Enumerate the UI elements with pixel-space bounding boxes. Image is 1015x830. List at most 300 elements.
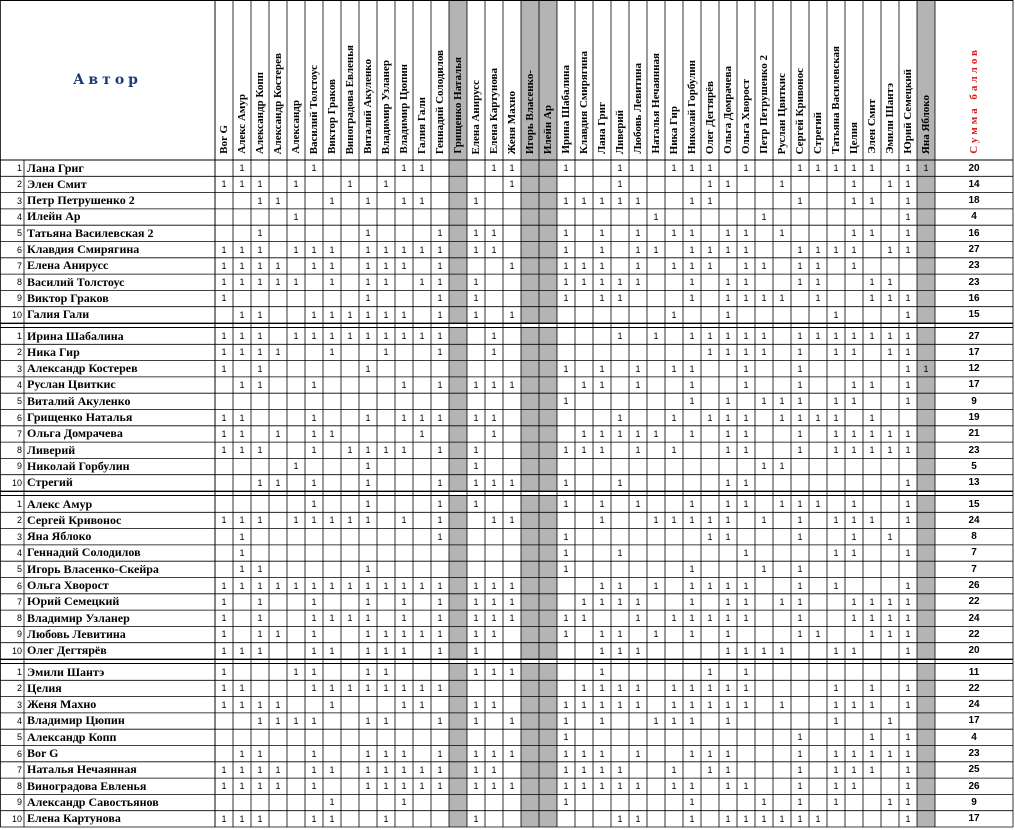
column-header	[827, 4, 845, 154]
vote-mark: 1	[581, 683, 587, 694]
vote-mark: 1	[725, 781, 731, 792]
vote-mark: 1	[743, 699, 749, 710]
vote-mark: 1	[275, 277, 281, 288]
vote-mark: 1	[689, 683, 695, 694]
column-header	[521, 4, 539, 154]
vote-mark: 1	[761, 564, 767, 575]
vote-mark: 1	[437, 477, 443, 488]
vote-mark: 1	[851, 347, 857, 358]
vote-mark: 1	[743, 228, 749, 239]
vote-mark: 1	[311, 260, 317, 271]
vote-mark: 1	[671, 228, 677, 239]
vote-mark: 1	[743, 547, 749, 558]
vote-mark: 1	[635, 499, 641, 509]
vote-mark: 1	[797, 260, 803, 271]
row-number: 4	[16, 211, 22, 222]
vote-mark: 1	[275, 195, 281, 206]
vote-mark: 1	[779, 179, 785, 190]
vote-mark: 1	[653, 244, 659, 255]
vote-mark: 1	[725, 645, 731, 656]
vote-mark: 1	[617, 179, 623, 190]
vote-mark: 1	[239, 179, 245, 190]
score-sum: 20	[968, 645, 980, 657]
vote-mark: 1	[239, 428, 245, 439]
author-name: Николай Горбулин	[27, 458, 130, 473]
vote-mark: 1	[401, 379, 407, 390]
vote-mark: 1	[689, 613, 695, 624]
author-name: Илейн Ар	[27, 209, 81, 224]
author-name: Лана Григ	[27, 160, 84, 175]
vote-mark: 1	[707, 195, 713, 206]
vote-mark: 1	[365, 580, 371, 591]
vote-mark: 1	[635, 260, 641, 271]
vote-mark: 1	[509, 667, 515, 677]
vote-mark: 1	[743, 445, 749, 456]
vote-mark: 1	[563, 531, 569, 542]
vote-mark: 1	[725, 596, 731, 607]
vote-mark: 1	[257, 715, 263, 726]
vote-mark: 1	[671, 260, 677, 271]
vote-mark: 1	[311, 748, 317, 759]
author-name: Василий Толстоус	[27, 274, 125, 289]
vote-mark: 1	[257, 748, 263, 759]
vote-mark: 1	[293, 244, 299, 255]
vote-mark: 1	[761, 331, 767, 341]
vote-mark: 1	[653, 715, 659, 726]
vote-mark: 1	[491, 764, 497, 775]
author-name: Владимир Цюпин	[27, 713, 125, 728]
vote-mark: 1	[617, 683, 623, 694]
vote-mark: 1	[383, 645, 389, 656]
vote-mark: 1	[779, 412, 785, 423]
row-number: 4	[16, 715, 22, 726]
vote-mark: 1	[401, 764, 407, 775]
vote-mark: 1	[563, 629, 569, 640]
vote-mark: 1	[689, 596, 695, 607]
vote-mark: 1	[275, 629, 281, 640]
vote-mark: 1	[869, 764, 875, 775]
row-number: 10	[11, 477, 22, 488]
vote-mark: 1	[419, 683, 425, 694]
vote-mark: 1	[689, 715, 695, 726]
score-sum: 4	[971, 731, 977, 743]
vote-mark: 1	[221, 331, 227, 341]
vote-mark: 1	[599, 277, 605, 288]
vote-mark: 1	[491, 699, 497, 710]
vote-mark: 1	[905, 813, 911, 824]
vote-mark: 1	[599, 428, 605, 439]
score-sum: 15	[968, 309, 980, 321]
vote-mark: 1	[437, 347, 443, 358]
vote-mark: 1	[599, 629, 605, 640]
vote-mark: 1	[833, 580, 839, 591]
vote-mark: 1	[725, 748, 731, 759]
vote-mark: 1	[797, 515, 803, 526]
column-header	[917, 4, 935, 154]
vote-mark: 1	[833, 645, 839, 656]
column-header	[413, 4, 431, 154]
vote-mark: 1	[293, 461, 299, 472]
vote-mark: 1	[563, 781, 569, 792]
column-header	[395, 4, 413, 154]
author-name: Элен Смит	[27, 176, 87, 191]
vote-mark: 1	[239, 547, 245, 558]
author-name: Наталья Нечаянная	[27, 762, 137, 777]
vote-mark: 1	[491, 629, 497, 640]
score-sum: 22	[968, 596, 980, 608]
vote-mark: 1	[815, 260, 821, 271]
vote-mark: 1	[239, 260, 245, 271]
vote-mark: 1	[887, 347, 893, 358]
vote-mark: 1	[437, 412, 443, 423]
vote-mark: 1	[563, 477, 569, 488]
vote-mark: 1	[689, 428, 695, 439]
vote-mark: 1	[815, 163, 821, 173]
vote-mark: 1	[905, 515, 911, 526]
vote-mark: 1	[257, 379, 263, 390]
vote-mark: 1	[221, 363, 227, 374]
vote-mark: 1	[797, 732, 803, 743]
vote-mark: 1	[401, 613, 407, 624]
vote-mark: 1	[311, 813, 317, 824]
vote-mark: 1	[365, 499, 371, 509]
vote-mark: 1	[689, 797, 695, 808]
vote-mark: 1	[869, 596, 875, 607]
vote-mark: 1	[311, 309, 317, 320]
column-header-label: Владимир Узланер	[379, 59, 392, 154]
vote-mark: 1	[329, 580, 335, 591]
vote-mark: 1	[473, 309, 479, 320]
vote-mark: 1	[419, 163, 425, 173]
vote-mark: 1	[239, 445, 245, 456]
vote-mark: 1	[851, 596, 857, 607]
vote-mark: 1	[833, 715, 839, 726]
vote-mark: 1	[869, 195, 875, 206]
author-name: Ирина Шабалина	[27, 328, 124, 343]
vote-mark: 1	[257, 179, 263, 190]
vote-mark: 1	[257, 764, 263, 775]
vote-mark: 1	[437, 515, 443, 526]
vote-mark: 1	[851, 331, 857, 341]
vote-mark: 1	[887, 531, 893, 542]
vote-mark: 1	[401, 309, 407, 320]
vote-mark: 1	[401, 629, 407, 640]
row-number: 9	[16, 461, 22, 472]
vote-mark: 1	[689, 748, 695, 759]
vote-mark: 1	[311, 379, 317, 390]
vote-mark: 1	[743, 781, 749, 792]
vote-mark: 1	[635, 428, 641, 439]
vote-mark: 1	[743, 260, 749, 271]
vote-mark: 1	[221, 596, 227, 607]
vote-mark: 1	[329, 260, 335, 271]
vote-mark: 1	[257, 477, 263, 488]
vote-mark: 1	[437, 683, 443, 694]
column-header	[251, 4, 269, 154]
vote-mark: 1	[797, 412, 803, 423]
vote-mark: 1	[509, 309, 515, 320]
vote-mark: 1	[563, 396, 569, 407]
vote-mark: 1	[257, 228, 263, 239]
score-sum: 27	[968, 244, 980, 255]
vote-mark: 1	[563, 363, 569, 374]
vote-mark: 1	[383, 748, 389, 759]
vote-mark: 1	[725, 531, 731, 542]
vote-mark: 1	[509, 260, 515, 271]
vote-mark: 1	[365, 477, 371, 488]
vote-mark: 1	[437, 781, 443, 792]
score-sum: 4	[971, 211, 977, 223]
vote-mark: 1	[905, 293, 911, 304]
vote-mark: 1	[725, 428, 731, 439]
author-name: Александр Костерев	[27, 361, 138, 376]
vote-mark: 1	[599, 293, 605, 304]
vote-mark: 1	[563, 499, 569, 509]
vote-mark: 1	[383, 580, 389, 591]
vote-mark: 1	[635, 645, 641, 656]
vote-mark: 1	[491, 428, 497, 439]
vote-mark: 1	[887, 293, 893, 304]
vote-mark: 1	[815, 244, 821, 255]
column-header-label: Александр Костерев	[271, 52, 284, 154]
vote-mark: 1	[473, 748, 479, 759]
vote-mark: 1	[923, 163, 929, 173]
vote-mark: 1	[599, 363, 605, 374]
vote-mark: 1	[401, 683, 407, 694]
author-name: Юрий Семецкий	[27, 594, 120, 609]
vote-mark: 1	[617, 163, 623, 173]
author-name: Женя Махно	[27, 697, 97, 712]
vote-mark: 1	[833, 764, 839, 775]
vote-mark: 1	[635, 445, 641, 456]
vote-mark: 1	[383, 331, 389, 341]
vote-mark: 1	[293, 211, 299, 222]
vote-mark: 1	[599, 379, 605, 390]
vote-mark: 1	[689, 228, 695, 239]
vote-mark: 1	[383, 445, 389, 456]
vote-mark: 1	[689, 331, 695, 341]
vote-mark: 1	[887, 428, 893, 439]
vote-mark: 1	[851, 699, 857, 710]
vote-mark: 1	[833, 781, 839, 792]
row-number: 8	[16, 445, 22, 456]
vote-mark: 1	[221, 277, 227, 288]
column-header-label: Олег Дегтярёв	[703, 80, 716, 154]
vote-mark: 1	[905, 683, 911, 694]
vote-mark: 1	[617, 412, 623, 423]
vote-mark: 1	[311, 331, 317, 341]
score-sum: 24	[968, 612, 980, 624]
vote-mark: 1	[833, 428, 839, 439]
vote-mark: 1	[869, 613, 875, 624]
vote-mark: 1	[851, 645, 857, 656]
vote-mark: 1	[905, 547, 911, 558]
vote-mark: 1	[311, 629, 317, 640]
vote-mark: 1	[221, 580, 227, 591]
vote-mark: 1	[725, 477, 731, 488]
column-header-label: Елена Картунова	[487, 67, 500, 154]
vote-mark: 1	[581, 195, 587, 206]
score-sum: 13	[968, 477, 980, 489]
column-header	[359, 4, 377, 154]
vote-mark: 1	[887, 715, 893, 726]
row-number: 6	[16, 748, 22, 759]
author-name: Клавдия Смирягина	[27, 242, 140, 256]
column-header-label: Ливерий	[613, 109, 626, 154]
column-header-label: Сергей Кривонос	[793, 67, 806, 154]
vote-mark: 1	[581, 764, 587, 775]
vote-mark: 1	[851, 613, 857, 624]
author-name: Bor G	[27, 746, 59, 760]
vote-mark: 1	[257, 244, 263, 255]
author-name: Владимир Узланер	[27, 610, 130, 625]
vote-mark: 1	[563, 445, 569, 456]
column-header-label: Женя Махно	[505, 90, 518, 154]
vote-mark: 1	[743, 347, 749, 358]
vote-mark: 1	[689, 277, 695, 288]
vote-mark: 1	[329, 515, 335, 526]
vote-mark: 1	[239, 309, 245, 320]
vote-mark: 1	[923, 363, 929, 374]
vote-mark: 1	[239, 564, 245, 575]
vote-mark: 1	[473, 379, 479, 390]
vote-mark: 1	[617, 781, 623, 792]
vote-mark: 1	[887, 277, 893, 288]
vote-mark: 1	[671, 764, 677, 775]
column-header	[431, 4, 449, 154]
vote-mark: 1	[743, 163, 749, 173]
vote-mark: 1	[563, 613, 569, 624]
vote-mark: 1	[815, 331, 821, 341]
score-sum: 12	[968, 363, 980, 375]
vote-mark: 1	[329, 797, 335, 808]
vote-mark: 1	[707, 580, 713, 591]
vote-mark: 1	[851, 179, 857, 190]
score-sum: 26	[968, 580, 980, 591]
vote-mark: 1	[473, 461, 479, 472]
column-header-label: Стрегий	[811, 111, 824, 154]
column-header	[647, 4, 665, 154]
vote-mark: 1	[797, 564, 803, 575]
vote-mark: 1	[851, 260, 857, 271]
column-header-label: Любовь Левитина	[631, 63, 644, 154]
vote-mark: 1	[599, 596, 605, 607]
vote-mark: 1	[761, 293, 767, 304]
vote-mark: 1	[473, 764, 479, 775]
row-number: 10	[11, 309, 22, 320]
vote-mark: 1	[689, 379, 695, 390]
vote-mark: 1	[347, 179, 353, 190]
vote-mark: 1	[365, 683, 371, 694]
vote-mark: 1	[509, 580, 515, 591]
vote-mark: 1	[491, 163, 497, 173]
vote-mark: 1	[761, 515, 767, 526]
vote-mark: 1	[743, 244, 749, 255]
vote-mark: 1	[419, 331, 425, 341]
vote-mark: 1	[815, 277, 821, 288]
vote-mark: 1	[473, 645, 479, 656]
vote-mark: 1	[797, 764, 803, 775]
vote-mark: 1	[365, 781, 371, 792]
vote-mark: 1	[383, 813, 389, 824]
vote-mark: 1	[671, 515, 677, 526]
vote-mark: 1	[275, 347, 281, 358]
column-header	[485, 4, 503, 154]
vote-mark: 1	[671, 445, 677, 456]
vote-mark: 1	[365, 564, 371, 575]
author-name: Олег Дегтярёв	[27, 643, 107, 658]
vote-mark: 1	[419, 699, 425, 710]
vote-mark: 1	[509, 748, 515, 759]
vote-mark: 1	[743, 293, 749, 304]
vote-mark: 1	[383, 764, 389, 775]
score-sum: 25	[968, 764, 980, 776]
column-header-label: Юрий Семецкий	[901, 69, 914, 154]
vote-mark: 1	[887, 613, 893, 624]
vote-mark: 1	[653, 428, 659, 439]
vote-mark: 1	[905, 396, 911, 407]
vote-mark: 1	[797, 748, 803, 759]
column-header	[449, 4, 467, 154]
vote-mark: 1	[311, 412, 317, 423]
vote-mark: 1	[905, 499, 911, 509]
vote-mark: 1	[491, 347, 497, 358]
vote-mark: 1	[401, 163, 407, 173]
vote-mark: 1	[761, 347, 767, 358]
vote-mark: 1	[401, 645, 407, 656]
vote-mark: 1	[437, 764, 443, 775]
vote-mark: 1	[707, 699, 713, 710]
column-header	[629, 4, 647, 154]
vote-mark: 1	[599, 260, 605, 271]
vote-mark: 1	[905, 477, 911, 488]
vote-mark: 1	[383, 781, 389, 792]
vote-mark: 1	[257, 309, 263, 320]
vote-mark: 1	[707, 179, 713, 190]
vote-mark: 1	[671, 613, 677, 624]
row-number: 9	[16, 293, 22, 304]
vote-mark: 1	[779, 396, 785, 407]
column-header	[683, 4, 701, 154]
vote-mark: 1	[905, 195, 911, 206]
row-number: 1	[16, 667, 22, 677]
vote-mark: 1	[491, 781, 497, 792]
score-sum: 17	[968, 346, 980, 358]
vote-mark: 1	[743, 580, 749, 591]
vote-mark: 1	[563, 293, 569, 304]
vote-mark: 1	[239, 645, 245, 656]
vote-mark: 1	[797, 244, 803, 255]
column-header	[755, 4, 773, 154]
row-number: 5	[16, 732, 22, 743]
row-number: 6	[16, 244, 22, 255]
vote-mark: 1	[869, 412, 875, 423]
vote-mark: 1	[491, 613, 497, 624]
vote-mark: 1	[887, 179, 893, 190]
column-header-label: Петр Петрушенко 2	[757, 55, 770, 154]
vote-mark: 1	[383, 667, 389, 677]
score-sum: 17	[968, 715, 980, 727]
vote-mark: 1	[797, 277, 803, 288]
vote-mark: 1	[365, 764, 371, 775]
vote-mark: 1	[275, 477, 281, 488]
vote-mark: 1	[473, 195, 479, 206]
vote-mark: 1	[239, 244, 245, 255]
column-header-label: Наталья Нечаянная	[649, 53, 662, 154]
vote-mark: 1	[329, 309, 335, 320]
vote-mark: 1	[311, 613, 317, 624]
vote-mark: 1	[869, 699, 875, 710]
